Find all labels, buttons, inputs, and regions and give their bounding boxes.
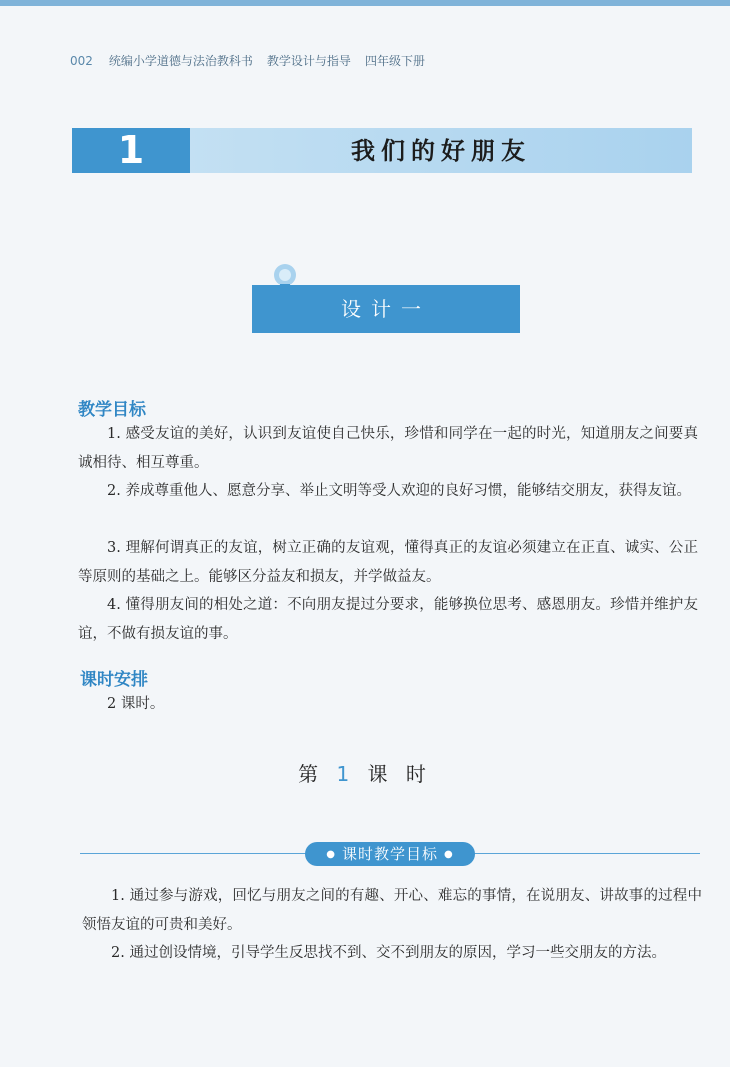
- teaching-goals-heading: 教学目标: [78, 400, 146, 420]
- design-banner: 设计一: [252, 285, 520, 333]
- goal-item-2: 2. 养成尊重他人、愿意分享、举止文明等受人欢迎的良好习惯，能够结交朋友，获得友谊。: [107, 483, 691, 499]
- lesson-prefix: 第: [298, 762, 325, 786]
- lesson-suffix: 课 时: [367, 762, 432, 786]
- chapter-title: 我们的好朋友: [351, 136, 531, 165]
- page-number: 002: [70, 54, 93, 68]
- series-title: 统编小学道德与法治教科书: [108, 54, 253, 68]
- dot-icon: ●: [444, 848, 454, 860]
- goal-item-1: 1. 感受友谊的美好，认识到友谊使自己快乐，珍惜和同学在一起的时光，知道朋友之间要真诚相待、相互尊重。: [78, 426, 698, 471]
- chapter-number: 1: [72, 128, 190, 173]
- goal-item-3: 3. 理解何谓真正的友谊，树立正确的友谊观，懂得真正的友谊必须建立在正直、诚实、公正等原则的基础之上。能够区分益友和损友，并学做益友。: [78, 540, 698, 585]
- grade-label: 四年级下册: [364, 54, 425, 68]
- top-edge-strip: [0, 0, 730, 6]
- book-title: 教学设计与指导: [266, 54, 351, 68]
- lesson-goal-item-1: 1. 通过参与游戏，回忆与朋友之间的有趣、开心、难忘的事情，在说朋友、讲故事的过程中领悟友谊的可贵和美好。: [82, 888, 702, 933]
- running-header: [70, 52, 439, 69]
- chapter-banner: [72, 128, 692, 173]
- lesson-goal-item-2: 2. 通过创设情境，引导学生反思找不到、交不到朋友的原因，学习一些交朋友的方法。: [111, 945, 666, 961]
- goal-item-4: 4. 懂得朋友间的相处之道：不向朋友提过分要求，能够换位思考、感恩朋友。珍惜并维护友谊，不做有损友谊的事。: [78, 597, 698, 642]
- lesson-number: 1: [336, 762, 356, 786]
- lesson-goals-heading: [305, 842, 475, 866]
- schedule-text: 2 课时。: [107, 696, 165, 712]
- schedule-heading: 课时安排: [80, 670, 148, 690]
- dot-icon: ●: [326, 848, 336, 860]
- lesson-goals-label: 课时教学目标: [341, 845, 438, 863]
- lesson-title: [0, 758, 730, 787]
